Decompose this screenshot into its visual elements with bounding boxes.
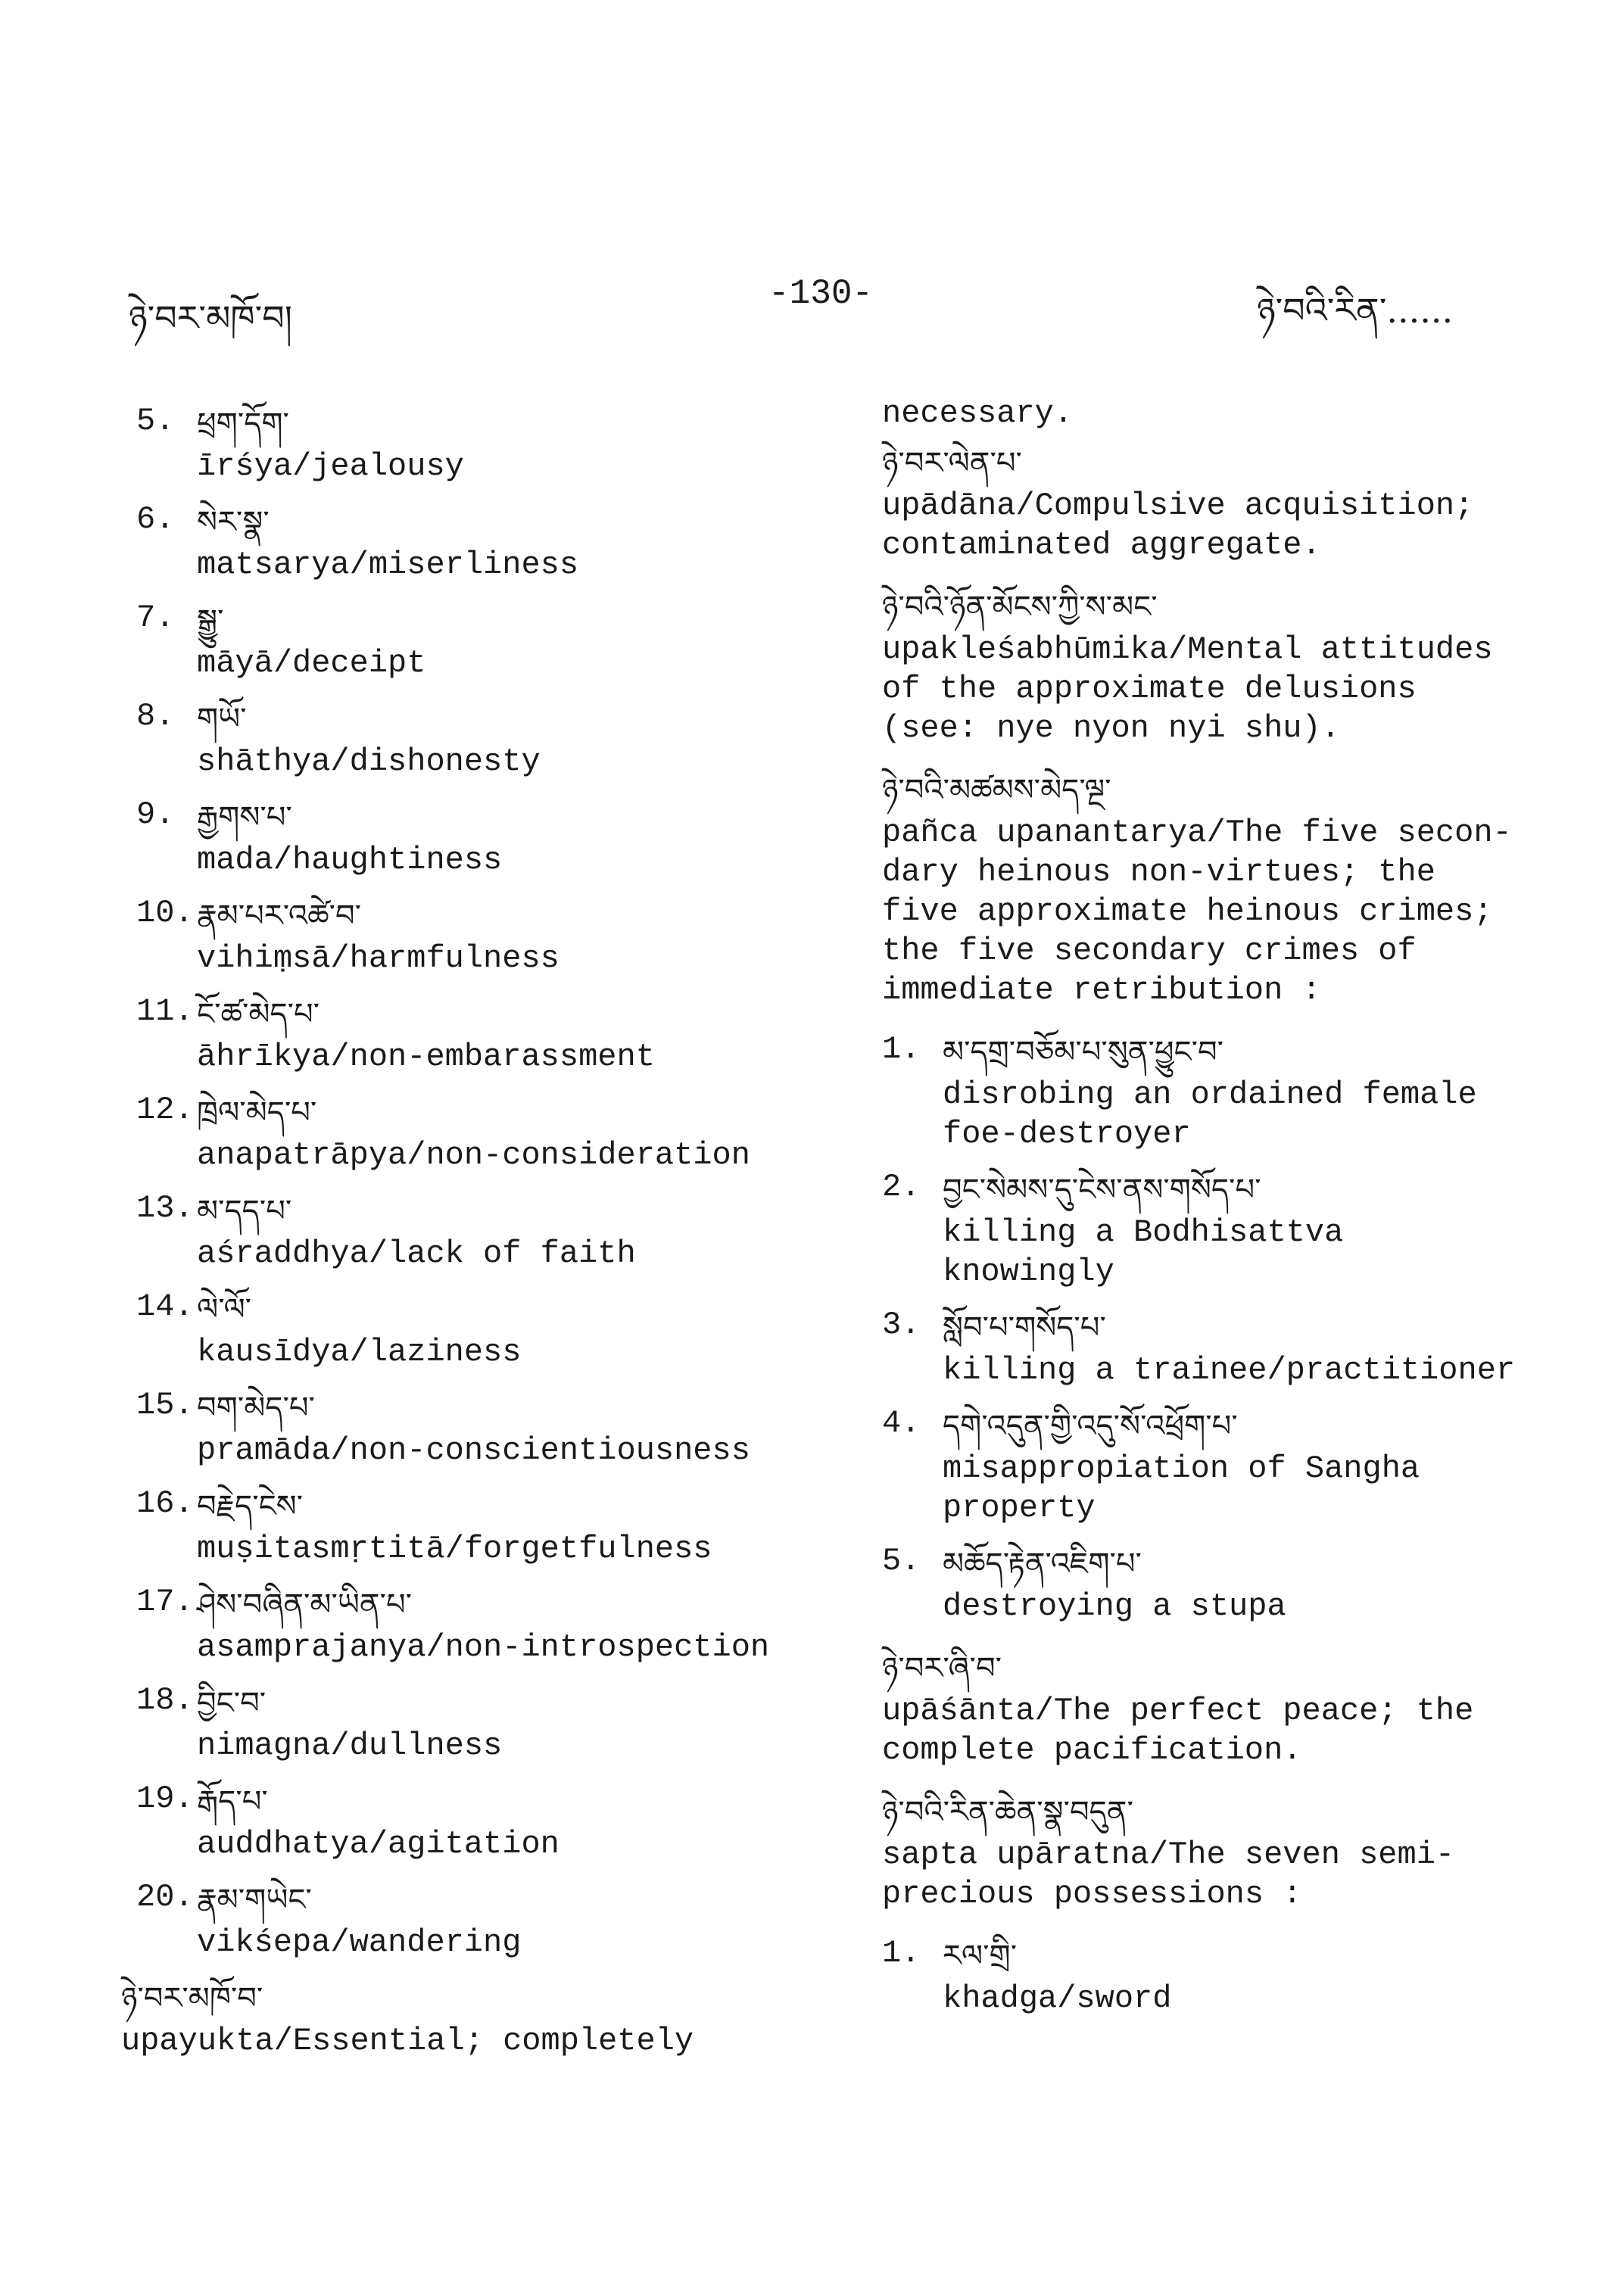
- entry-headword: ཉེ་བའི་ཉོན་མོངས་ཀྱི་ས་མང་: [882, 590, 1158, 625]
- item-number: 11.: [136, 993, 194, 1030]
- list-item: [882, 1030, 1563, 1154]
- left-column: [121, 401, 848, 2080]
- running-head-left: ཉེ་བར་མཁོ་བ།: [129, 298, 292, 338]
- definition: māyā/deceipt: [197, 645, 426, 681]
- definition: matsarya/miserliness: [197, 547, 579, 583]
- tibetan-term: ཤེས་བཞིན་མ་ཡིན་པ་: [197, 1587, 412, 1622]
- definition: shāthya/dishonesty: [197, 743, 541, 780]
- entry-definition-line: (see: nye nyon nyi shu).: [882, 710, 1340, 746]
- definition: misappropiation of Sangha: [943, 1450, 1420, 1487]
- entry-definition-line: precious possessions :: [882, 1876, 1302, 1912]
- tibetan-term: ངོ་ཚ་མེད་པ་: [197, 997, 320, 1032]
- entry-definition-line: sapta upāratna/The seven semi-: [882, 1837, 1455, 1873]
- item-number: 14.: [136, 1288, 194, 1325]
- item-number: 16.: [136, 1485, 194, 1522]
- definition: āhrīkya/non-embarassment: [197, 1039, 655, 1075]
- list-item: [882, 1305, 1563, 1390]
- list-item: [882, 1541, 1563, 1626]
- dictionary-entry: [882, 1646, 1563, 1770]
- list-item: [136, 1385, 848, 1470]
- definition: aśraddhya/lack of faith: [197, 1235, 636, 1272]
- list-item: [136, 1582, 848, 1667]
- tibetan-term: ཁྲེལ་མེད་པ་: [197, 1095, 317, 1130]
- tibetan-term: ཕྲག་དོག་: [197, 407, 289, 441]
- item-number: 13.: [136, 1190, 194, 1226]
- item-number: 3.: [882, 1307, 921, 1343]
- item-number: 5.: [882, 1543, 921, 1579]
- entry-definition-line: five approximate heinous crimes;: [882, 893, 1493, 930]
- entry-headword: ཉེ་བར་ཞི་བ་: [882, 1651, 1002, 1686]
- list-item: [136, 1189, 848, 1273]
- definition: killing a trainee/practitioner: [943, 1352, 1516, 1388]
- tibetan-term: མཆོད་རྟེན་འཇིག་པ་: [943, 1547, 1142, 1581]
- dictionary-entry: [121, 1976, 848, 2061]
- dictionary-entry: [882, 441, 1563, 565]
- item-number: 17.: [136, 1584, 194, 1620]
- definition: property: [943, 1490, 1096, 1526]
- definition: pramāda/non-conscientiousness: [197, 1432, 750, 1469]
- tibetan-term: ལེ་ལོ་: [197, 1292, 252, 1327]
- item-number: 1.: [882, 1031, 921, 1067]
- entry-headword: ཉེ་བའི་མཚམས་མེད་ལྔ་: [882, 773, 1111, 808]
- item-number: 10.: [136, 895, 194, 931]
- item-number: 7.: [136, 600, 175, 636]
- definition: muṣitasmṛtitā/forgetfulness: [197, 1531, 712, 1567]
- item-number: 8.: [136, 698, 175, 734]
- entry-definition-line: the five secondary crimes of: [882, 933, 1417, 969]
- definition: vikśepa/wandering: [197, 1924, 522, 1961]
- item-number: 18.: [136, 1682, 194, 1718]
- definition: disrobing an ordained female: [943, 1076, 1477, 1113]
- tibetan-term: དགེ་འདུན་གྱི་འདུ་སོ་འཕྲོག་པ་: [943, 1409, 1238, 1444]
- entry-definition-line: contaminated aggregate.: [882, 527, 1321, 563]
- tibetan-term: སློབ་པ་གསོད་པ་: [943, 1310, 1106, 1345]
- tibetan-term: བྱིང་བ་: [197, 1686, 267, 1721]
- entry-headword: ཉེ་བར་མཁོ་བ་: [121, 1981, 263, 2016]
- tibetan-term: མ་དད་པ་: [197, 1194, 292, 1229]
- tibetan-term: རྣམ་གཡེང་: [197, 1883, 312, 1918]
- tibetan-term: བརྗེད་ངེས་: [197, 1489, 304, 1524]
- definition: auddhatya/agitation: [197, 1826, 560, 1862]
- list-item: [136, 500, 848, 584]
- definition: khadga/sword: [943, 1980, 1172, 2017]
- entry-definition-line: upayukta/Essential; completely: [121, 2023, 694, 2059]
- entry-definition-line: dary heinous non-virtues; the: [882, 854, 1435, 890]
- definition: knowingly: [943, 1254, 1114, 1290]
- list-item: [136, 1877, 848, 1962]
- list-item: [882, 1933, 1563, 2018]
- tibetan-term: རྒྱགས་པ་: [197, 800, 292, 835]
- continued-definition: necessary.: [882, 395, 1074, 431]
- list-item: [136, 992, 848, 1076]
- entry-definition-line: upāśānta/The perfect peace; the: [882, 1693, 1474, 1729]
- item-number: 6.: [136, 501, 175, 537]
- item-number: 5.: [136, 403, 175, 439]
- tibetan-term: རྒོད་པ་: [197, 1784, 268, 1819]
- definition: foe-destroyer: [943, 1116, 1191, 1152]
- list-item: [136, 401, 848, 486]
- page-number: -130-: [768, 274, 874, 313]
- definition: anapatrāpya/non-consideration: [197, 1137, 750, 1173]
- tibetan-term: སེར་སྣ་: [197, 505, 270, 540]
- entry-headword: ཉེ་བར་ལེན་པ་: [882, 446, 1022, 481]
- list-item: [136, 1484, 848, 1569]
- entry-definition-line: upādāna/Compulsive acquisition;: [882, 488, 1474, 524]
- tibetan-term: བག་མེད་པ་: [197, 1391, 315, 1425]
- tibetan-term: སྒྱུ་: [197, 603, 224, 638]
- list-item: [136, 795, 848, 880]
- list-item: [882, 1167, 1563, 1291]
- definition: killing a Bodhisattva: [943, 1214, 1344, 1251]
- item-number: 1.: [882, 1935, 921, 1971]
- definition: destroying a stupa: [943, 1588, 1286, 1625]
- running-head-right: ཉེ་བའི་རིན་......: [1257, 290, 1454, 331]
- item-number: 19.: [136, 1781, 194, 1817]
- item-number: 4.: [882, 1405, 921, 1441]
- definition: nimagna/dullness: [197, 1728, 503, 1764]
- list-item: [136, 1779, 848, 1864]
- item-number: 12.: [136, 1092, 194, 1128]
- definition: īrśya/jealousy: [197, 448, 464, 484]
- definition: asamprajanya/non-introspection: [197, 1629, 770, 1665]
- list-item: [136, 1681, 848, 1765]
- tibetan-term: རལ་གྲི་: [943, 1939, 1018, 1974]
- definition: mada/haughtiness: [197, 842, 503, 878]
- entry-definition-line: pañca upanantarya/The five secon-: [882, 815, 1512, 851]
- entry-definition-line: complete pacification.: [882, 1732, 1302, 1768]
- entry-definition-line: immediate retribution :: [882, 972, 1321, 1008]
- tibetan-term: གཡོ་: [197, 702, 247, 737]
- list-item: [136, 1090, 848, 1175]
- dictionary-entry: [882, 584, 1563, 748]
- list-item: [136, 598, 848, 683]
- entry-headword: ཉེ་བའི་རིན་ཆེན་སྣ་བདུན་: [882, 1795, 1133, 1830]
- entry-definition-line: upakleśabhūmika/Mental attitudes: [882, 631, 1493, 668]
- entry-definition-line: of the approximate delusions: [882, 671, 1417, 707]
- list-item: [136, 696, 848, 781]
- list-item: [882, 1404, 1563, 1528]
- list-item: [136, 1287, 848, 1372]
- item-number: 20.: [136, 1879, 194, 1915]
- item-number: 2.: [882, 1169, 921, 1205]
- definition: vihiṃsā/harmfulness: [197, 940, 560, 977]
- list-item: [136, 893, 848, 978]
- dictionary-entry: [882, 1790, 1563, 1914]
- tibetan-term: བྱང་སེམས་དུ་ངེས་ནས་གསོད་པ་: [943, 1173, 1261, 1207]
- right-column: [882, 394, 1563, 2032]
- tibetan-term: རྣམ་པར་འཚེ་བ་: [197, 899, 362, 933]
- tibetan-term: མ་དགྲ་བཅོམ་པ་སུན་ཕྱུང་བ་: [943, 1035, 1224, 1070]
- definition: kausīdya/laziness: [197, 1334, 522, 1370]
- dictionary-entry: [882, 768, 1563, 1010]
- item-number: 9.: [136, 796, 175, 833]
- item-number: 15.: [136, 1387, 194, 1423]
